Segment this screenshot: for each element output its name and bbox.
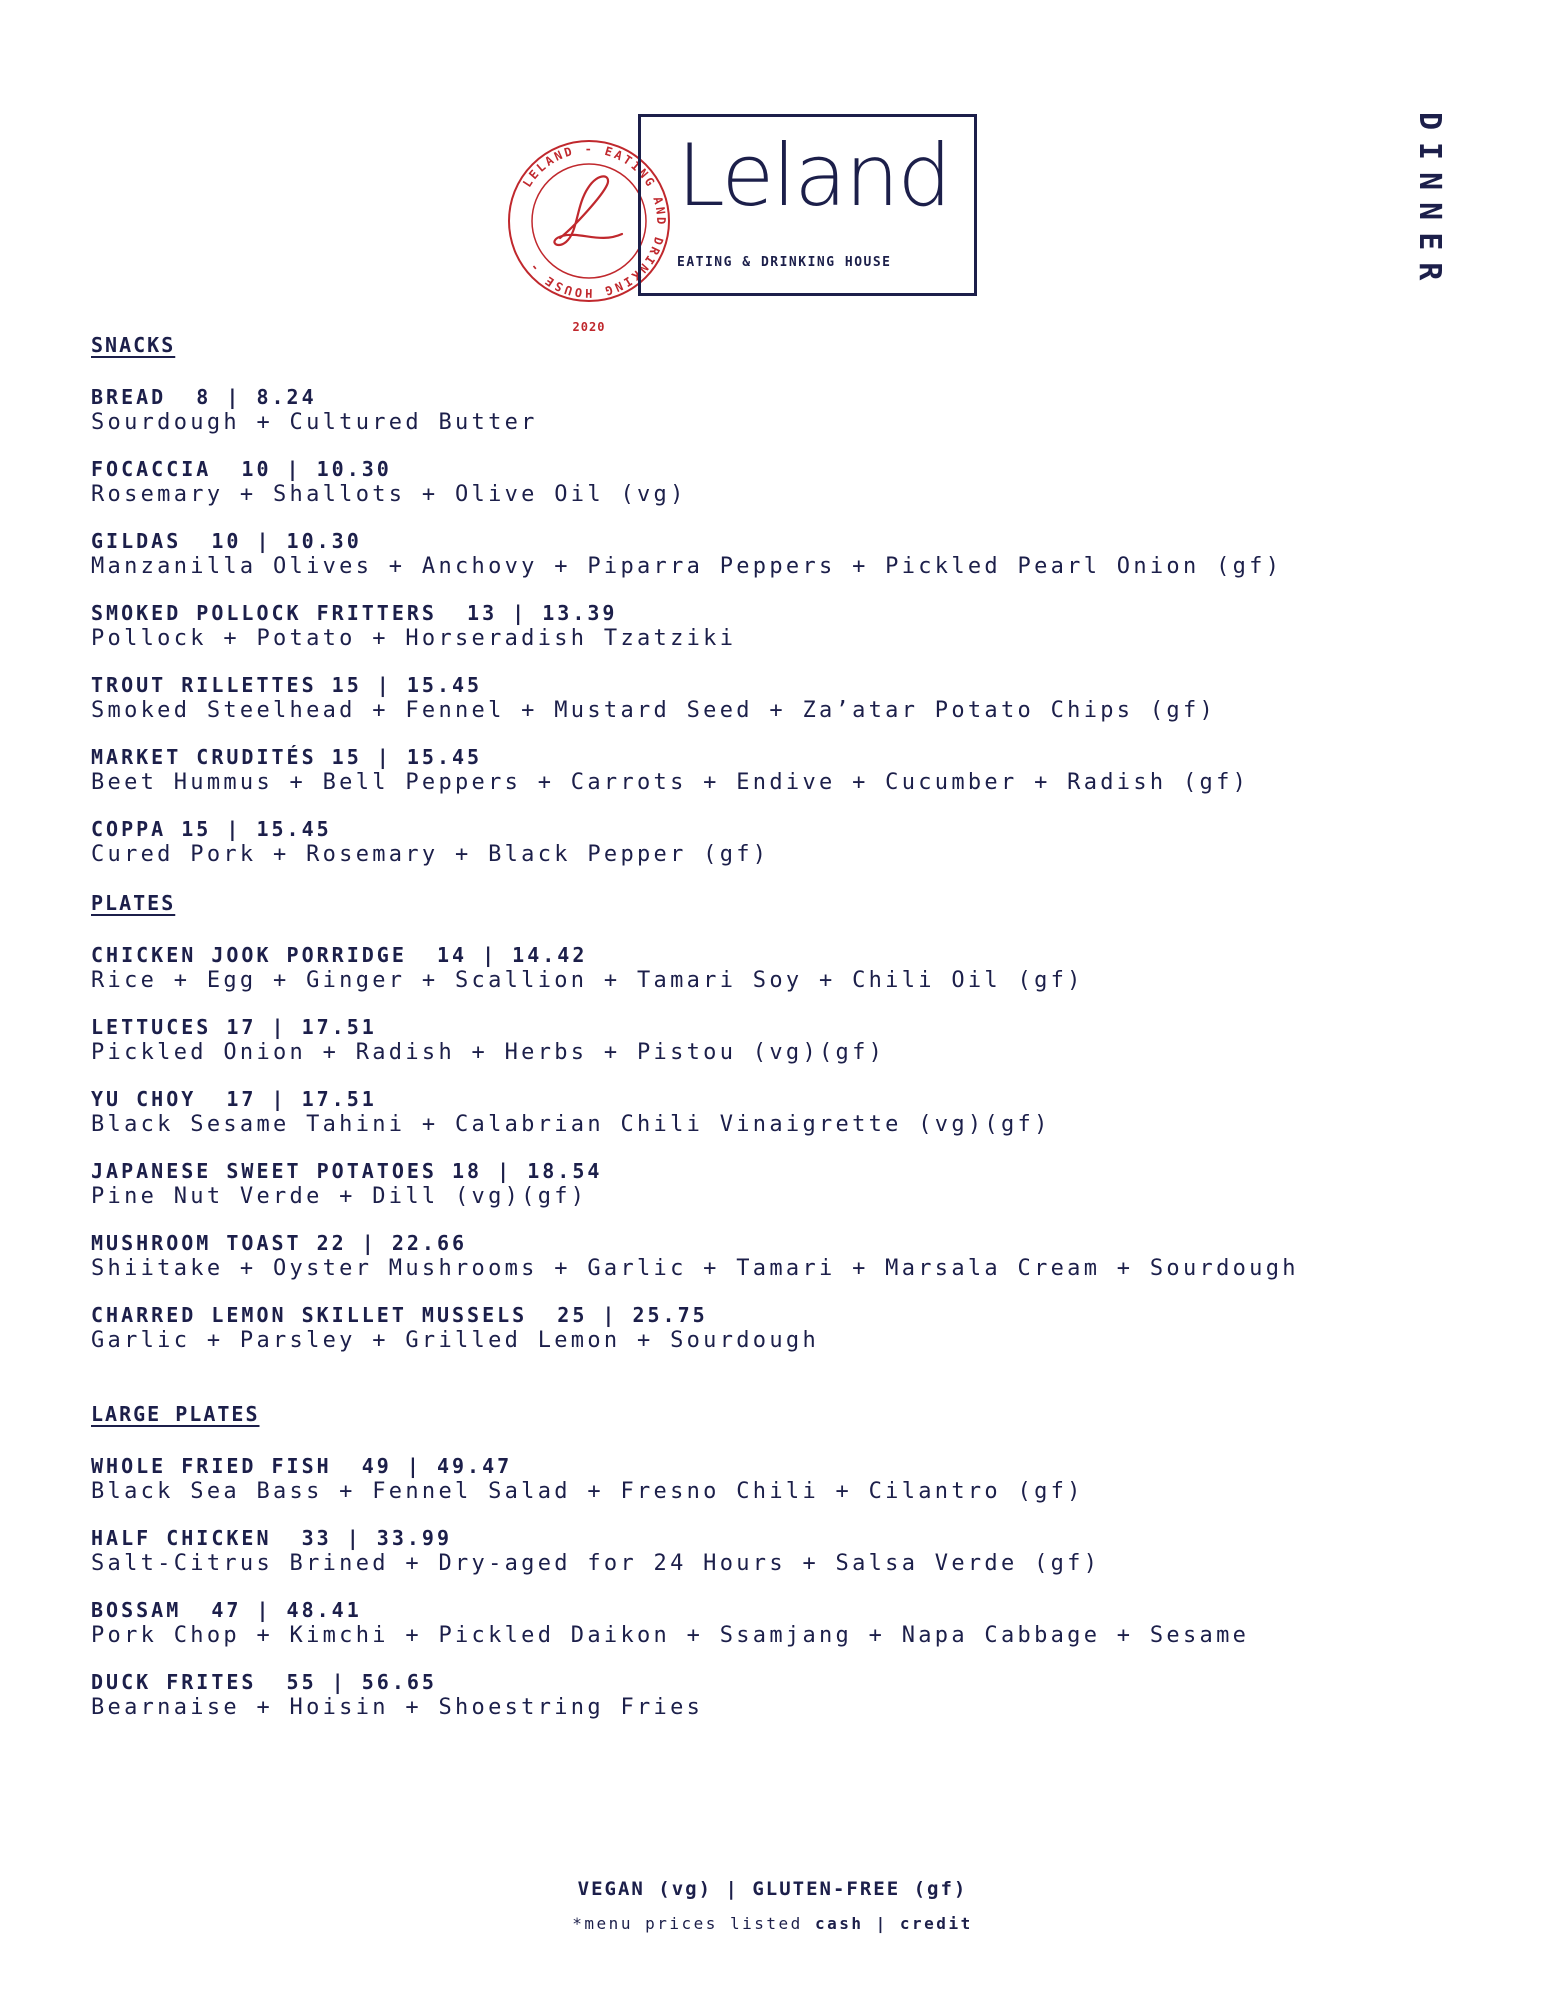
wordmark-box [638, 114, 977, 296]
svg-text:LELAND - EATING AND DRINKING H: LELAND - EATING AND DRINKING HOUSE - [520, 141, 669, 301]
item-name: HALF CHICKEN 33 | 33.99 [91, 1526, 452, 1550]
section-plates [91, 889, 1471, 1354]
menu-item [91, 1231, 1471, 1282]
item-name: WHOLE FRIED FISH 49 | 49.47 [91, 1454, 513, 1478]
item-description: Pickled Onion + Radish + Herbs + Pistou (vg)(gf) [91, 1040, 886, 1065]
menu-item [91, 1159, 1471, 1210]
menu-item [91, 601, 1471, 652]
item-description: Pork Chop + Kimchi + Pickled Daikon + Ssamjang + Napa Cabbage + Sesame [91, 1623, 1250, 1648]
item-description: Manzanilla Olives + Anchovy + Piparra Peppers + Pickled Pearl Onion (gf) [91, 554, 1283, 579]
menu-item [91, 1526, 1471, 1577]
menu-item [91, 1670, 1471, 1721]
item-name: TROUT RILLETTES 15 | 15.45 [91, 673, 483, 697]
menu-item [91, 1598, 1471, 1649]
menu-item [91, 529, 1471, 580]
menu-item [91, 943, 1471, 994]
price-note-credit: credit [899, 1914, 973, 1933]
item-description: Smoked Steelhead + Fennel + Mustard Seed + Za’atar Potato Chips (gf) [91, 698, 1217, 723]
item-description: Sourdough + Cultured Butter [91, 410, 538, 435]
menu-item [91, 745, 1471, 796]
item-name: MARKET CRUDITÉS 15 | 15.45 [91, 745, 483, 769]
item-description: Black Sesame Tahini + Calabrian Chili Vinaigrette (vg)(gf) [91, 1112, 1051, 1137]
item-name: BREAD 8 | 8.24 [91, 385, 317, 409]
section-title: SNACKS [91, 333, 176, 357]
item-name: MUSHROOM TOAST 22 | 22.66 [91, 1231, 468, 1255]
section-snacks [91, 331, 1471, 868]
seal-year: 2020 [572, 320, 606, 334]
item-description: Cured Pork + Rosemary + Black Pepper (gf) [91, 842, 770, 867]
item-name: CHICKEN JOOK PORRIDGE 14 | 14.42 [91, 943, 588, 967]
menu-item [91, 817, 1471, 868]
item-description: Bearnaise + Hoisin + Shoestring Fries [91, 1695, 704, 1720]
section-large-plates [91, 1400, 1471, 1721]
item-name: DUCK FRITES 55 | 56.65 [91, 1670, 437, 1694]
item-name: JAPANESE SWEET POTATOES 18 | 18.54 [91, 1159, 603, 1183]
menu-item [91, 385, 1471, 436]
item-description: Rosemary + Shallots + Olive Oil (vg) [91, 482, 687, 507]
item-name: COPPA 15 | 15.45 [91, 817, 332, 841]
dietary-legend: VEGAN (vg) | GLUTEN-FREE (gf) [577, 1878, 968, 1900]
menu-item [91, 1015, 1471, 1066]
price-note [0, 1914, 1545, 1933]
menu-item [91, 1087, 1471, 1138]
wordmark: Leland [677, 126, 951, 226]
section-title: PLATES [91, 891, 176, 915]
menu-item [91, 673, 1471, 724]
item-description: Black Sea Bass + Fennel Salad + Fresno Chili + Cilantro (gf) [91, 1479, 1084, 1504]
item-description: Beet Hummus + Bell Peppers + Carrots + Endive + Cucumber + Radish (gf) [91, 770, 1250, 795]
item-name: SMOKED POLLOCK FRITTERS 13 | 13.39 [91, 601, 618, 625]
item-name: GILDAS 10 | 10.30 [91, 529, 362, 553]
item-description: Salt-Citrus Brined + Dry-aged for 24 Hours + Salsa Verde (gf) [91, 1551, 1101, 1576]
menu-item [91, 1454, 1471, 1505]
item-description: Pollock + Potato + Horseradish Tzatziki [91, 626, 737, 651]
side-label: DINNER [1412, 112, 1447, 293]
item-name: YU CHOY 17 | 17.51 [91, 1087, 377, 1111]
item-name: BOSSAM 47 | 48.41 [91, 1598, 362, 1622]
item-name: FOCACCIA 10 | 10.30 [91, 457, 392, 481]
menu-item [91, 457, 1471, 508]
menu-item [91, 1303, 1471, 1354]
section-title: LARGE PLATES [91, 1402, 260, 1426]
price-note-separator: | [875, 1914, 888, 1933]
item-description: Garlic + Parsley + Grilled Lemon + Sourdough [91, 1328, 819, 1353]
price-note-cash: cash [814, 1914, 864, 1933]
item-description: Shiitake + Oyster Mushrooms + Garlic + Tamari + Marsala Cream + Sourdough [91, 1256, 1299, 1281]
price-note-prefix: *menu prices listed [572, 1914, 803, 1933]
item-name: CHARRED LEMON SKILLET MUSSELS 25 | 25.75 [91, 1303, 708, 1327]
wordmark-subtitle: EATING & DRINKING HOUSE [677, 255, 892, 270]
item-description: Rice + Egg + Ginger + Scallion + Tamari Soy + Chili Oil (gf) [91, 968, 1084, 993]
item-name: LETTUCES 17 | 17.51 [91, 1015, 377, 1039]
menu [91, 331, 1471, 1742]
item-description: Pine Nut Verde + Dill (vg)(gf) [91, 1184, 588, 1209]
